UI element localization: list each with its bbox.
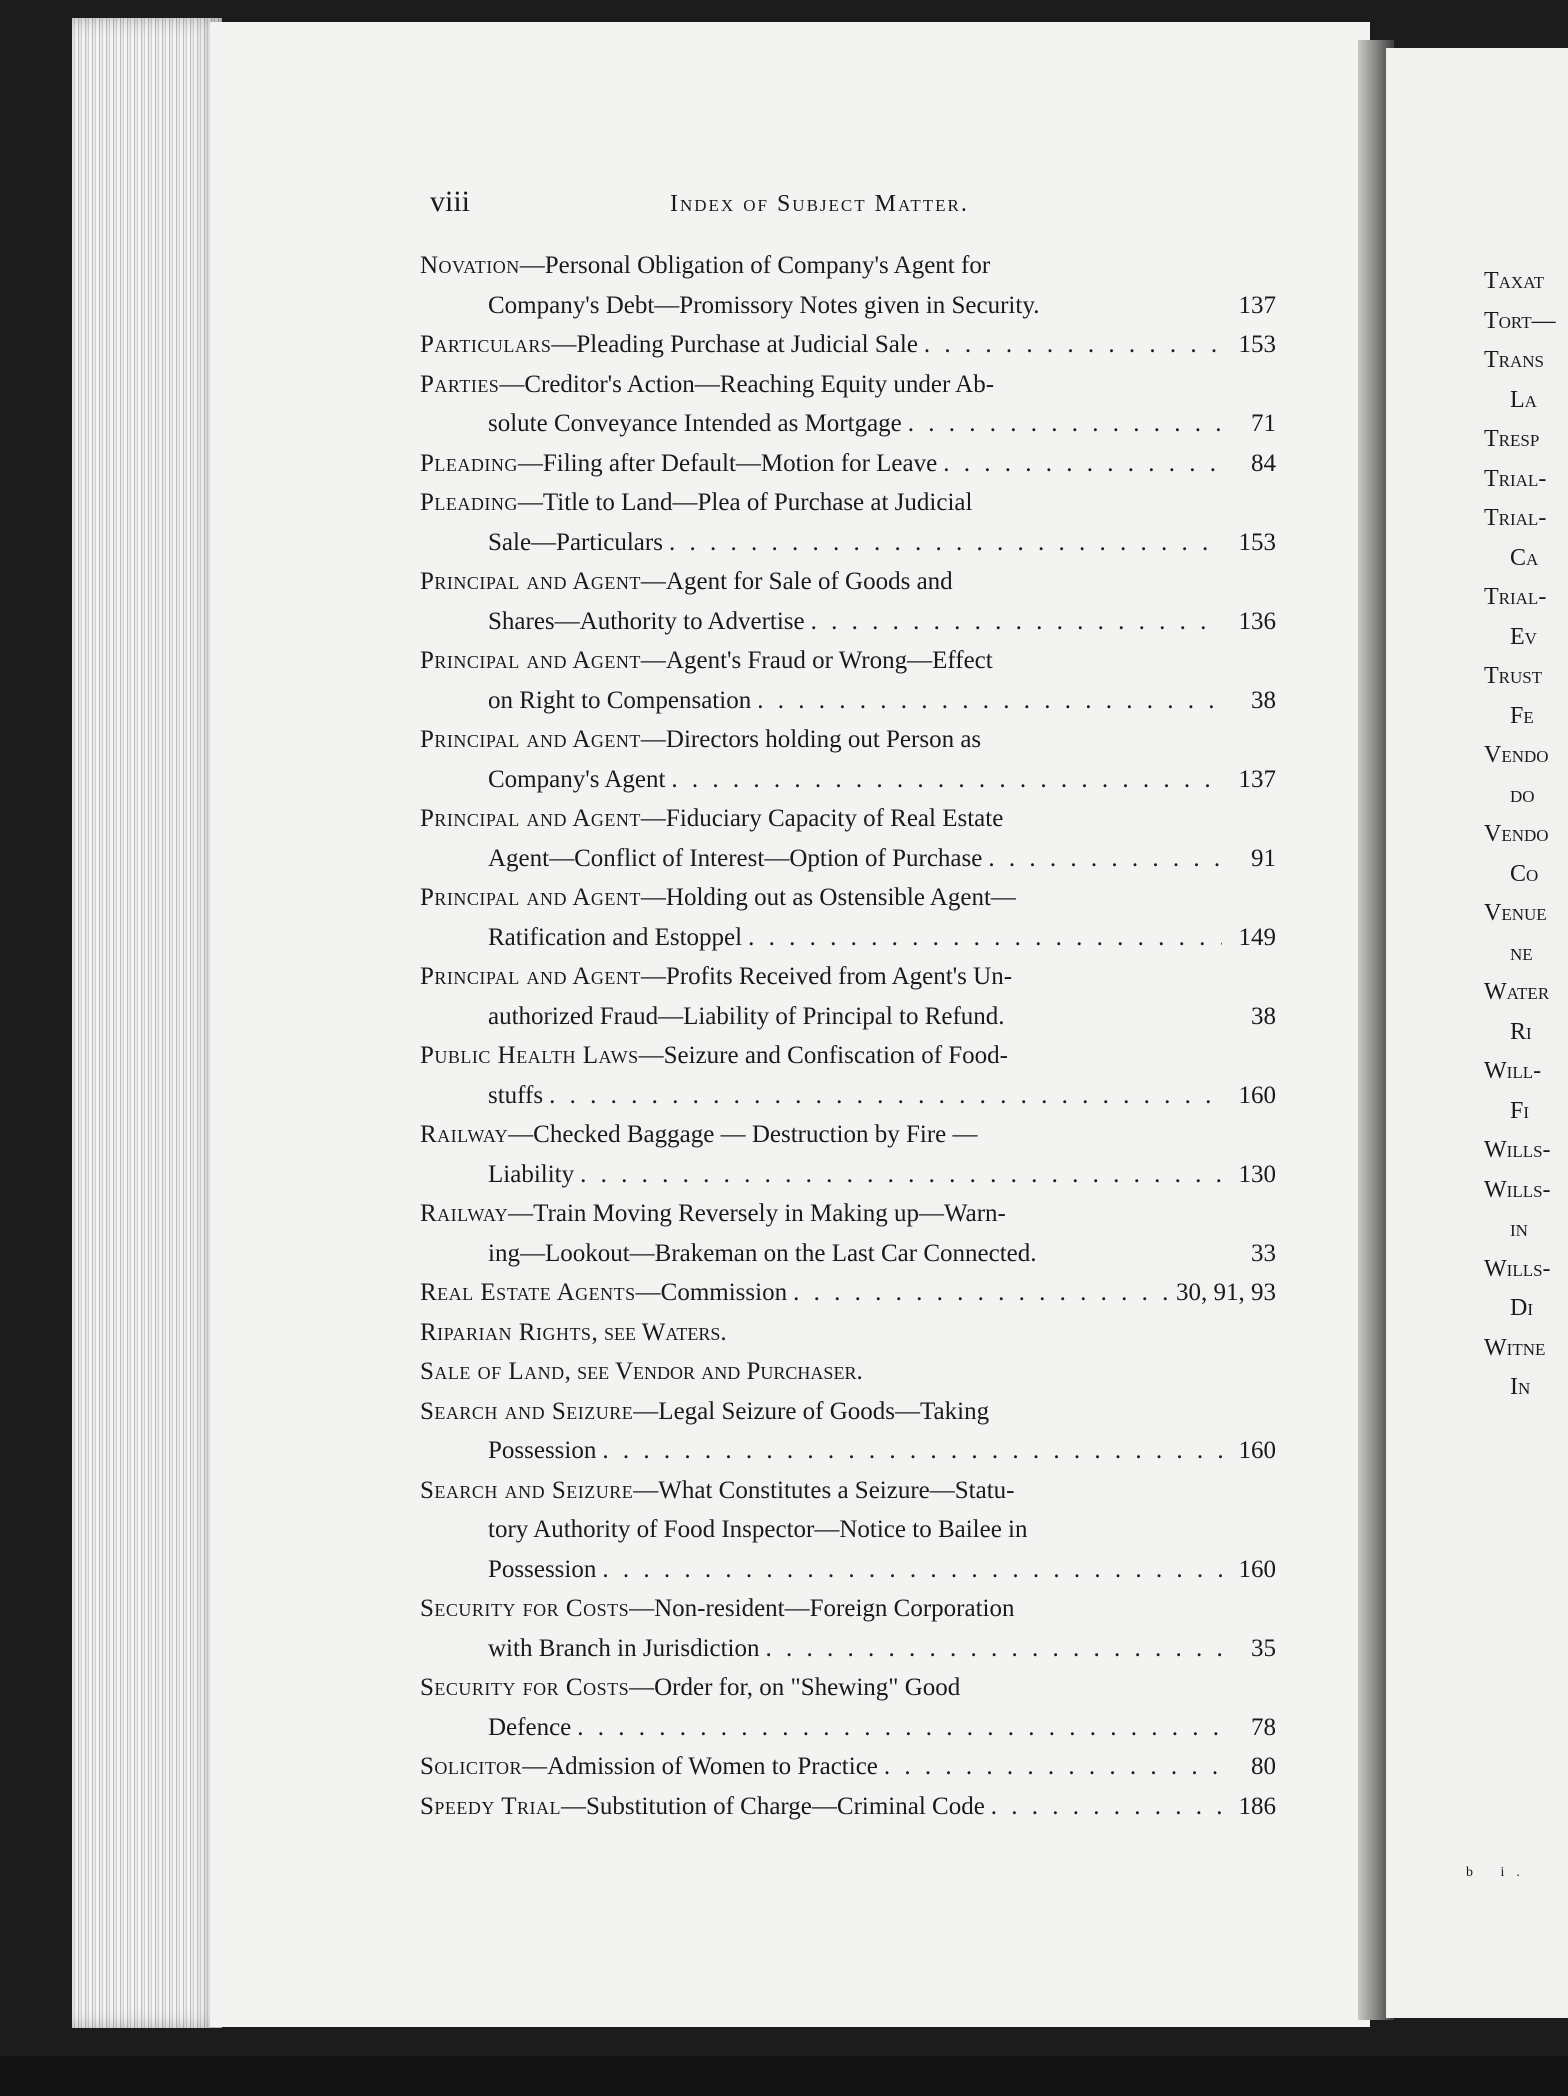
running-head: Index of Subject Matter. xyxy=(670,191,969,217)
index-text: Sale—Particulars xyxy=(488,528,663,556)
page-reference: 153 xyxy=(1238,331,1276,358)
dot-leader xyxy=(669,523,1222,563)
right-page-line: Vendo xyxy=(1484,821,1549,847)
index-line xyxy=(420,1194,1276,1234)
index-text: —Checked Baggage — Destruction by Fire — xyxy=(508,1121,978,1148)
page-reference: 80 xyxy=(1251,1753,1276,1780)
index-line xyxy=(420,1589,1276,1629)
index-text: Possession xyxy=(488,1437,597,1464)
index-text: Company's Agent xyxy=(488,765,666,793)
index-entry xyxy=(420,720,1276,799)
page-edges xyxy=(72,18,222,2028)
index-entry xyxy=(420,1036,1276,1115)
index-heading: Principal and Agent xyxy=(420,647,641,674)
page-reference: 130 xyxy=(1238,1160,1276,1188)
dot-leader xyxy=(757,681,1222,721)
index-line xyxy=(420,1708,1276,1748)
index-text: —Legal Seizure of Goods—Taking xyxy=(633,1397,990,1425)
index-entry xyxy=(420,1392,1276,1471)
index-entry xyxy=(420,957,1276,1036)
index-line xyxy=(420,1550,1276,1590)
index-text: with Branch in Jurisdiction xyxy=(488,1634,760,1662)
page-reference: 33 xyxy=(1251,1239,1276,1267)
index-line xyxy=(420,1273,1276,1313)
dot-leader xyxy=(908,404,1222,444)
index-line xyxy=(420,760,1276,800)
page-header xyxy=(430,185,1210,235)
right-page-line: Wills- xyxy=(1484,1255,1551,1282)
right-page-line: Ev xyxy=(1510,623,1537,650)
index-entry xyxy=(420,1115,1276,1194)
index-line xyxy=(420,523,1276,563)
index-text: —Personal Obligation of Company's Agent for xyxy=(519,252,991,279)
index-heading: Riparian Rights xyxy=(420,1318,592,1346)
index-text: —Profits Received from Agent's Un- xyxy=(640,963,1013,990)
right-page-line: Tort— xyxy=(1484,307,1556,334)
page-reference: 160 xyxy=(1238,1555,1276,1583)
index-line xyxy=(420,602,1276,642)
index-text: —Creditor's Action—Reaching Equity under Ab- xyxy=(499,370,995,398)
index-heading: Principal and Agent xyxy=(420,726,641,753)
index-entry xyxy=(420,483,1276,562)
dot-leader xyxy=(580,1155,1222,1195)
index-entry xyxy=(420,878,1276,957)
dot-leader xyxy=(766,1629,1223,1669)
page-reference: 71 xyxy=(1251,410,1276,437)
index-text: —Title to Land—Plea of Purchase at Judicial xyxy=(517,489,973,516)
page-reference: 137 xyxy=(1238,765,1276,793)
index-entry xyxy=(420,1589,1276,1668)
index-line xyxy=(420,997,1276,1037)
page-reference: 84 xyxy=(1251,449,1276,477)
index-line xyxy=(420,1668,1276,1708)
index-text: Ratification and Estoppel xyxy=(488,923,743,951)
index-entry xyxy=(420,325,1276,365)
right-page-line: Di xyxy=(1510,1295,1533,1321)
index-line xyxy=(420,1115,1276,1155)
subject-index xyxy=(420,246,1276,1826)
right-page-line: do xyxy=(1510,781,1535,808)
index-heading: Pleading xyxy=(420,489,518,516)
index-text: —Admission of Women to Practice xyxy=(522,1753,878,1780)
index-entry xyxy=(420,1273,1276,1313)
dot-leader xyxy=(988,839,1222,879)
right-page-line: Vendo xyxy=(1484,742,1549,768)
index-text: —Agent for Sale of Goods and xyxy=(640,568,953,595)
dot-leader xyxy=(991,1787,1222,1827)
page-number: viii xyxy=(430,185,471,218)
index-line xyxy=(420,1392,1276,1432)
index-heading: Sale of Land xyxy=(420,1358,565,1385)
index-line xyxy=(420,878,1276,918)
index-heading: Principal and Agent xyxy=(420,568,641,595)
index-heading: Solicitor xyxy=(420,1753,523,1780)
index-text: —Agent's Fraud or Wrong—Effect xyxy=(640,647,993,674)
index-text: —Train Moving Reversely in Making up—Warn- xyxy=(508,1200,1006,1227)
signature-mark: b i. xyxy=(1466,1865,1532,1880)
index-line xyxy=(420,404,1276,444)
index-entry xyxy=(420,641,1276,720)
index-entry xyxy=(420,1194,1276,1273)
dot-leader xyxy=(884,1747,1222,1787)
index-text: , see Waters. xyxy=(591,1318,727,1346)
right-page-line: Wills- xyxy=(1484,1137,1551,1163)
right-page-line: Trans xyxy=(1484,347,1545,373)
index-text: ing—Lookout—Brakeman on the Last Car Connected. xyxy=(488,1239,1037,1267)
index-entry xyxy=(420,1747,1276,1787)
index-text: Shares—Authority to Advertise xyxy=(488,607,805,635)
index-line xyxy=(420,444,1276,484)
right-page-line: Ri xyxy=(1510,1018,1532,1045)
dot-leader xyxy=(943,444,1222,484)
index-heading: Parties xyxy=(420,370,500,398)
page-reference: 137 xyxy=(1238,291,1276,319)
index-text: —Fiduciary Capacity of Real Estate xyxy=(640,805,1004,832)
index-text: —Commission xyxy=(635,1279,788,1306)
scan-border xyxy=(0,2056,1568,2096)
dot-leader xyxy=(671,760,1222,800)
index-heading: Security for Costs xyxy=(420,1674,630,1701)
index-line xyxy=(420,918,1276,958)
index-text: —Holding out as Ostensible Agent— xyxy=(640,884,1016,911)
page-reference: 78 xyxy=(1251,1713,1276,1741)
index-line xyxy=(420,720,1276,760)
right-page-line: in xyxy=(1510,1216,1528,1242)
index-text: authorized Fraud—Liability of Principal to Refund. xyxy=(488,1002,1005,1030)
right-page-fragments xyxy=(1484,262,1568,1408)
index-heading: Particulars xyxy=(420,331,552,358)
right-page-line: Will- xyxy=(1484,1058,1542,1084)
index-line xyxy=(420,799,1276,839)
index-heading: Railway xyxy=(420,1121,509,1148)
right-page-line: ne xyxy=(1510,939,1533,966)
index-line xyxy=(420,325,1276,365)
right-page-line: Fi xyxy=(1510,1097,1530,1124)
page-reference: 149 xyxy=(1238,923,1276,951)
index-line xyxy=(420,641,1276,681)
page-reference: 136 xyxy=(1238,607,1276,635)
index-entry xyxy=(420,799,1276,878)
right-page-line: Co xyxy=(1510,860,1539,887)
index-heading: Search and Seizure xyxy=(420,1397,634,1425)
right-page-line: Water xyxy=(1484,979,1550,1005)
index-text: , see Vendor and Purchaser. xyxy=(564,1358,863,1385)
index-line xyxy=(420,1313,1276,1353)
index-entry xyxy=(420,444,1276,484)
dot-leader xyxy=(924,325,1222,365)
index-heading: Speedy Trial xyxy=(420,1792,561,1820)
index-heading: Railway xyxy=(420,1200,509,1227)
right-page-line: Tresp xyxy=(1484,426,1540,452)
index-line xyxy=(420,483,1276,523)
index-line xyxy=(420,839,1276,879)
index-heading: Public Health Laws xyxy=(420,1042,639,1069)
page-reference: 30, 91, 93 xyxy=(1176,1279,1276,1306)
index-line xyxy=(420,286,1276,326)
index-heading: Principal and Agent xyxy=(420,884,641,911)
page-reference: 38 xyxy=(1251,686,1276,714)
page-reference: 153 xyxy=(1238,528,1276,556)
dot-leader xyxy=(577,1708,1222,1748)
page-reference: 38 xyxy=(1251,1002,1276,1030)
index-text: Defence xyxy=(488,1713,572,1741)
dot-leader xyxy=(602,1550,1222,1590)
index-entry xyxy=(420,1668,1276,1747)
dot-leader xyxy=(549,1076,1222,1116)
index-text: —Seizure and Confiscation of Food- xyxy=(638,1042,1008,1069)
right-page-line: Trust xyxy=(1484,663,1543,689)
page-reference: 186 xyxy=(1238,1792,1276,1820)
index-heading: Real Estate Agents xyxy=(420,1279,636,1306)
dot-leader xyxy=(748,918,1222,958)
index-line xyxy=(420,1352,1276,1392)
index-line xyxy=(420,1747,1276,1787)
dot-leader xyxy=(602,1431,1222,1471)
right-page-line: La xyxy=(1510,386,1537,413)
index-text: Liability xyxy=(488,1160,575,1188)
right-page-line: Wills- xyxy=(1484,1176,1551,1203)
index-line xyxy=(420,681,1276,721)
index-heading: Novation xyxy=(420,252,520,279)
index-text: —Substitution of Charge—Criminal Code xyxy=(560,1792,985,1820)
index-line xyxy=(420,1036,1276,1076)
right-page-line: Trial- xyxy=(1484,584,1547,610)
right-page-line: In xyxy=(1510,1374,1531,1400)
index-heading: Pleading xyxy=(420,449,518,477)
index-line xyxy=(420,246,1276,286)
right-page-line: Trial- xyxy=(1484,465,1547,492)
index-text: —What Constitutes a Seizure—Statu- xyxy=(633,1476,1015,1504)
index-text: tory Authority of Food Inspector—Notice to Bailee in xyxy=(488,1516,1028,1543)
index-line xyxy=(420,1510,1276,1550)
right-page-line: Venue xyxy=(1484,900,1547,926)
page-reference: 160 xyxy=(1238,1081,1276,1109)
index-entry xyxy=(420,562,1276,641)
index-text: Company's Debt—Promissory Notes given in Security. xyxy=(488,291,1040,319)
index-entry xyxy=(420,1787,1276,1827)
index-line xyxy=(420,1787,1276,1827)
index-text: solute Conveyance Intended as Mortgage xyxy=(488,410,902,437)
index-line xyxy=(420,1431,1276,1471)
index-heading: Security for Costs xyxy=(420,1595,630,1622)
index-text: —Filing after Default—Motion for Leave xyxy=(517,449,938,477)
right-page-line: Witne xyxy=(1484,1334,1546,1361)
index-entry xyxy=(420,365,1276,444)
index-line xyxy=(420,1155,1276,1195)
index-text: Possession xyxy=(488,1555,597,1583)
index-line xyxy=(420,1471,1276,1511)
index-heading: Search and Seizure xyxy=(420,1476,634,1504)
index-heading: Principal and Agent xyxy=(420,805,641,832)
index-text: —Directors holding out Person as xyxy=(640,726,982,753)
right-page-line: Taxat xyxy=(1484,268,1544,294)
index-line xyxy=(420,1076,1276,1116)
index-entry xyxy=(420,1471,1276,1590)
index-entry xyxy=(420,246,1276,325)
index-text: —Non-resident—Foreign Corporation xyxy=(629,1595,1015,1622)
page-reference: 35 xyxy=(1251,1634,1276,1662)
page-reference: 91 xyxy=(1251,844,1276,872)
index-entry xyxy=(420,1313,1276,1353)
index-text: stuffs xyxy=(488,1081,544,1109)
index-text: Agent—Conflict of Interest—Option of Purchase xyxy=(488,844,983,872)
right-page-line: Ca xyxy=(1510,544,1539,571)
index-text: —Order for, on "Shewing" Good xyxy=(629,1674,961,1701)
index-heading: Principal and Agent xyxy=(420,963,641,990)
page-reference: 160 xyxy=(1238,1437,1276,1464)
index-line xyxy=(420,562,1276,602)
index-text: —Pleading Purchase at Judicial Sale xyxy=(551,331,918,358)
index-text: on Right to Compensation xyxy=(488,686,752,714)
index-line xyxy=(420,365,1276,405)
index-entry xyxy=(420,1352,1276,1392)
right-page-line: Trial- xyxy=(1484,505,1547,531)
index-line xyxy=(420,1234,1276,1274)
dot-leader xyxy=(793,1273,1170,1313)
index-line xyxy=(420,1629,1276,1669)
index-line xyxy=(420,957,1276,997)
right-page-line: Fe xyxy=(1510,702,1534,729)
dot-leader xyxy=(811,602,1222,642)
